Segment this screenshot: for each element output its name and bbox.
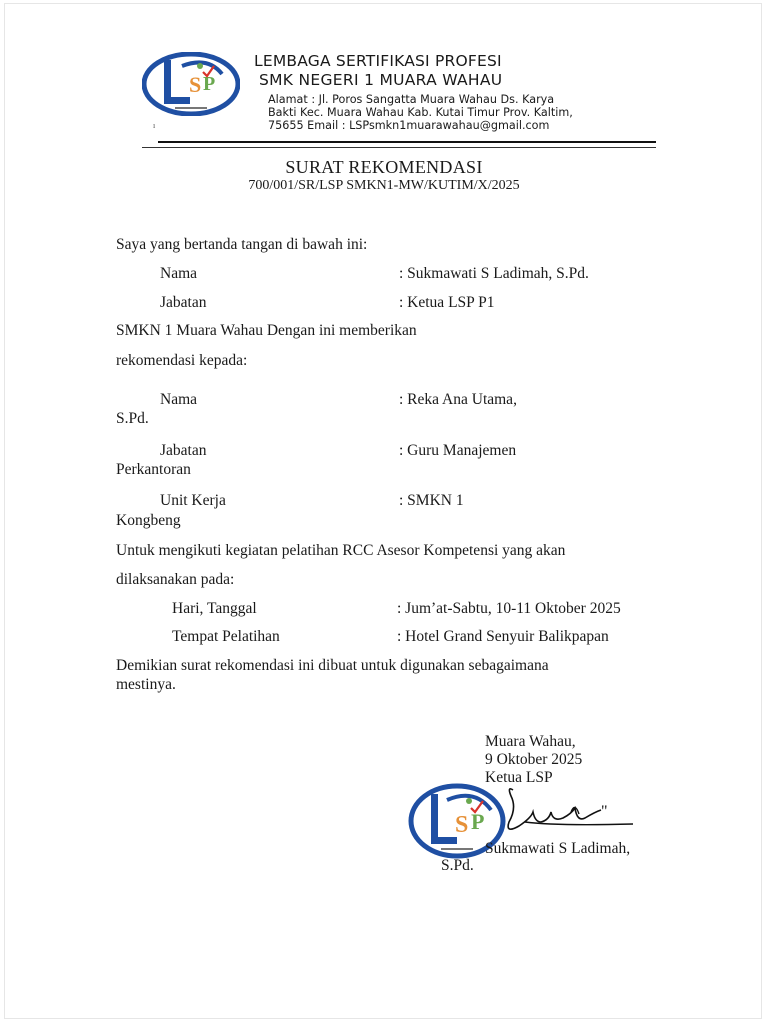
purpose-line2: dilaksanakan pada: xyxy=(116,571,235,588)
recipient-position-value: : Guru Manajemen xyxy=(399,442,517,459)
purpose-line1: Untuk mengikuti kegiatan pelatihan RCC Asesor Kompetensi yang akan xyxy=(116,542,566,559)
address-line1: Alamat : Jl. Poros Sangatta Muara Wahau Ds. Karya xyxy=(268,93,555,106)
address-line2: Bakti Kec. Muara Wahau Kab. Kutai Timur Prov. Kaltim, xyxy=(268,106,573,119)
event-date-value: : Jum’at-Sabtu, 10-11 Oktober 2025 xyxy=(397,600,621,617)
header-mark: ı xyxy=(153,121,156,130)
recipient-unit-wrap: Kongbeng xyxy=(116,512,181,529)
svg-text:S: S xyxy=(455,812,469,838)
closing-line2: mestinya. xyxy=(116,676,176,693)
recipient-unit-value: : SMKN 1 xyxy=(399,492,464,509)
lsp-logo xyxy=(142,52,240,116)
signer-position-value: : Ketua LSP P1 xyxy=(399,294,495,311)
svg-text:P: P xyxy=(203,73,216,95)
signer-name-value: : Sukmawati S Ladimah, S.Pd. xyxy=(399,265,589,282)
org-name-line2: SMK NEGERI 1 MUARA WAHAU xyxy=(259,71,503,89)
org-name-line1: LEMBAGA SERTIFIKASI PROFESI xyxy=(254,52,502,70)
sign-place: Muara Wahau, xyxy=(485,733,576,750)
recommend-line: rekomendasi kepada: xyxy=(116,352,248,369)
sign-name: Sukmawati S Ladimah, xyxy=(485,840,631,857)
signer-position-label: Jabatan xyxy=(160,294,207,311)
letter-number: 700/001/SR/LSP SMKN1-MW/KUTIM/X/2025 xyxy=(248,178,520,193)
header-rule-thin xyxy=(142,147,656,148)
signer-name-label: Nama xyxy=(160,265,198,282)
svg-text:P: P xyxy=(471,809,485,834)
recipient-position-label: Jabatan xyxy=(160,442,207,459)
address-line3: 75655 Email : LSPsmkn1muarawahau@gmail.com xyxy=(268,119,550,132)
intro-text: Saya yang bertanda tangan di bawah ini: xyxy=(116,236,368,253)
recipient-name-value: : Reka Ana Utama, xyxy=(399,391,517,408)
signature-mark: " xyxy=(601,803,608,820)
event-place-value: : Hotel Grand Senyuir Balikpapan xyxy=(397,628,609,645)
header-rule-thick xyxy=(158,141,656,143)
recipient-name-label: Nama xyxy=(160,391,198,408)
closing-line1: Demikian surat rekomendasi ini dibuat untuk digunakan sebagaimana xyxy=(116,657,549,674)
recipient-unit-label: Unit Kerja xyxy=(160,492,226,509)
page-border xyxy=(4,3,762,1019)
letter-title: SURAT REKOMENDASI xyxy=(285,157,483,177)
event-place-label: Tempat Pelatihan xyxy=(172,628,280,645)
recipient-name-wrap: S.Pd. xyxy=(116,410,149,427)
recipient-position-wrap: Perkantoran xyxy=(116,461,191,478)
sign-date: 9 Oktober 2025 xyxy=(485,751,583,768)
svg-text:S: S xyxy=(189,72,202,97)
sign-role: Ketua LSP xyxy=(485,769,553,786)
institution-line: SMKN 1 Muara Wahau Dengan ini memberikan xyxy=(116,322,417,339)
handwritten-signature xyxy=(505,782,645,842)
event-date-label: Hari, Tanggal xyxy=(172,600,257,617)
sign-name-wrap: S.Pd. xyxy=(441,857,474,874)
